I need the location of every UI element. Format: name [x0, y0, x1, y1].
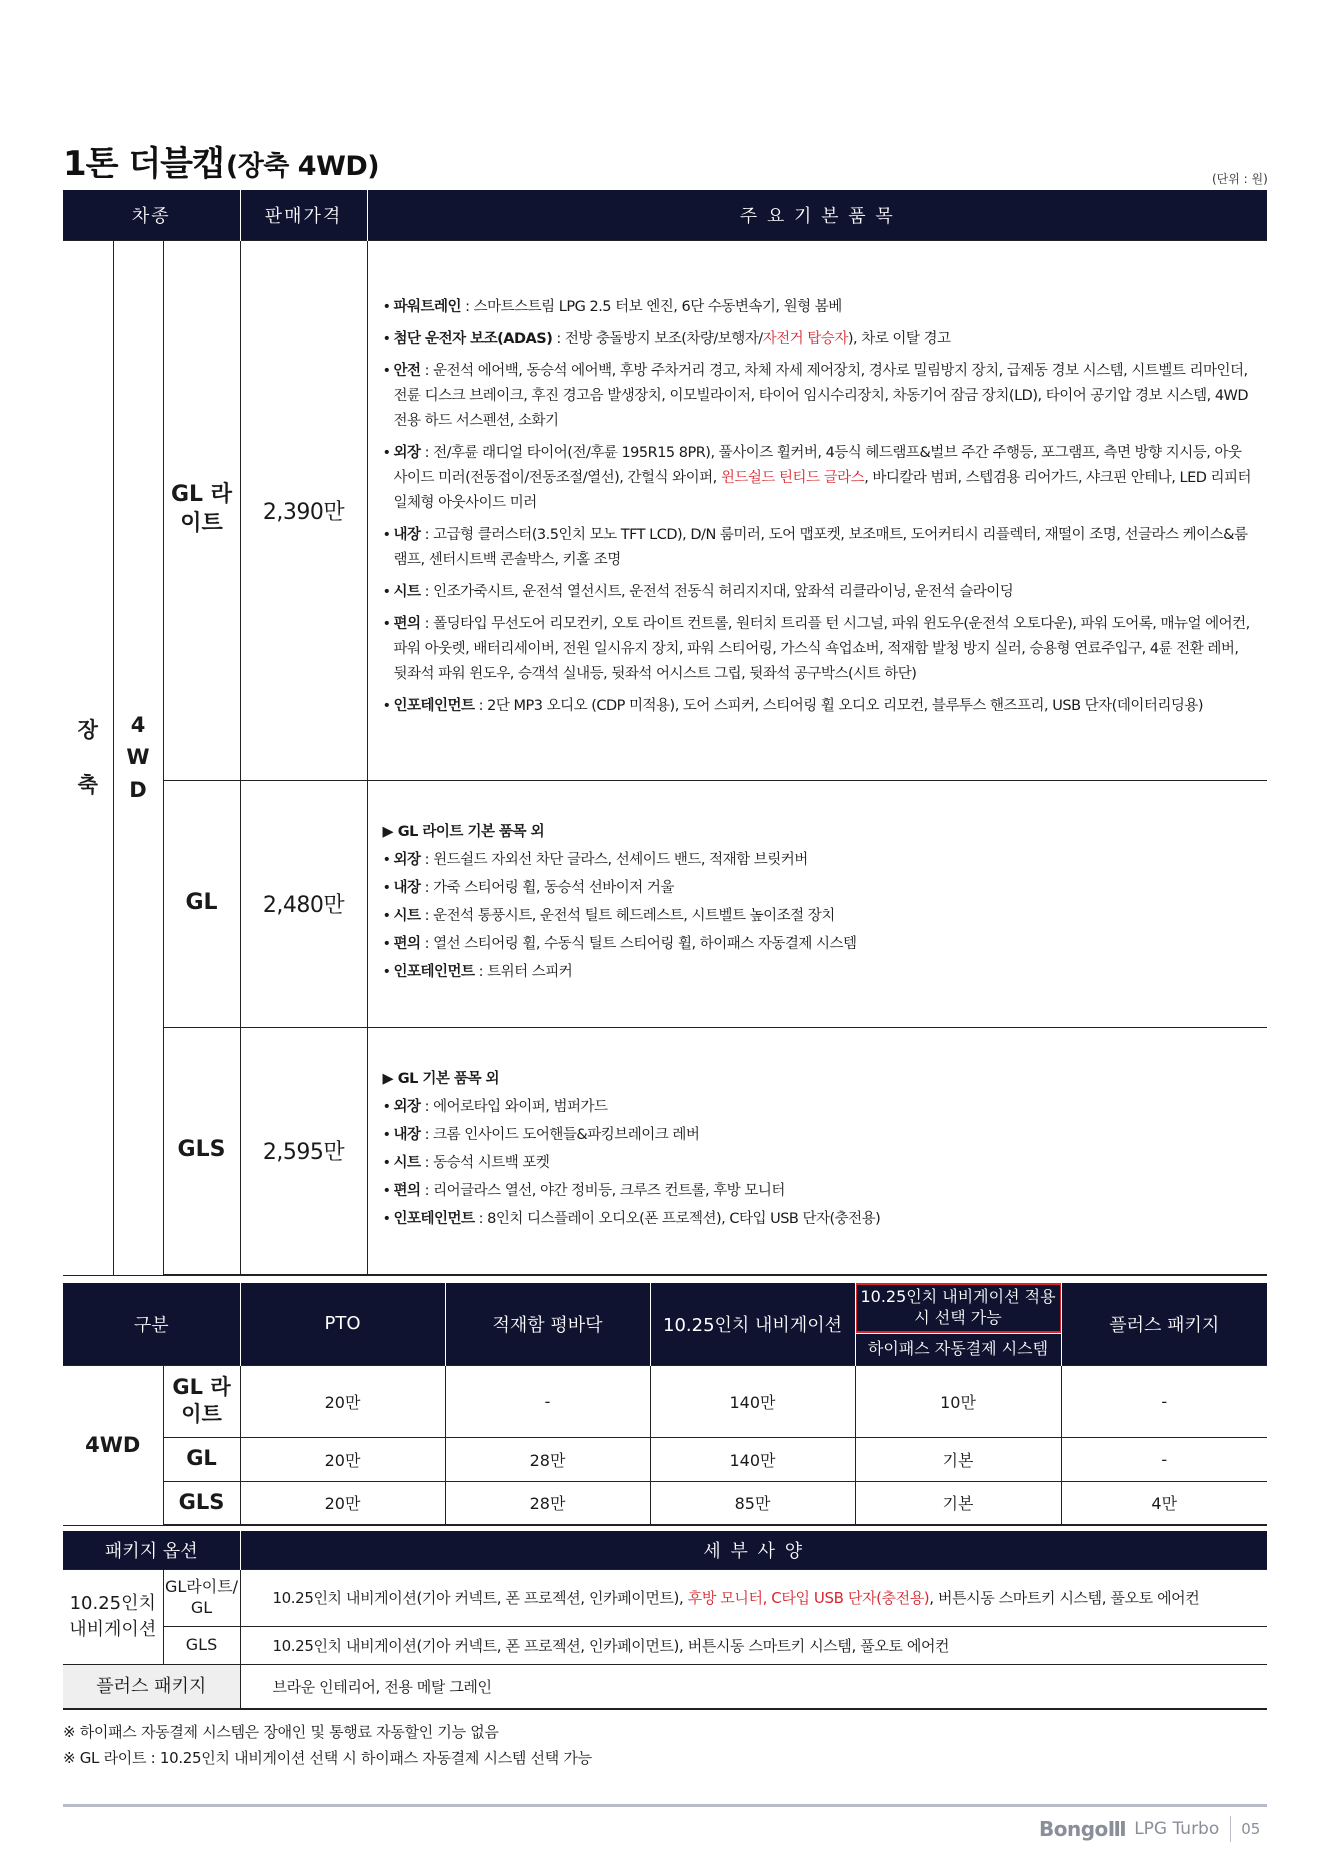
- footnotes: [63, 1719, 592, 1771]
- list-item: • 외장 : 에어로타입 와이퍼, 범퍼가드: [383, 1095, 1254, 1120]
- package-sub-gl: GL라이트/ GL: [163, 1569, 240, 1626]
- table-cell: 20만: [240, 1481, 445, 1525]
- table-cell: 20만: [240, 1437, 445, 1481]
- trim-gl: GL: [163, 780, 240, 1027]
- feature-list: [383, 295, 1254, 719]
- list-item: • 인포테인먼트 : 트위터 스피커: [383, 960, 1254, 985]
- page-number: 05: [1241, 1820, 1261, 1838]
- table-cell: 140만: [650, 1365, 855, 1437]
- footer-separator: [1230, 1816, 1231, 1842]
- table-cell: 28만: [445, 1481, 650, 1525]
- footer-divider: [63, 1804, 1267, 1807]
- option-header-flat-floor: 적재함 평바닥: [445, 1283, 650, 1365]
- page-title-sub: (장축 4WD): [225, 151, 380, 182]
- list-item: • 인포테인먼트 : 8인치 디스플레이 오디오(폰 프로젝션), C타입 USB 단자(충전용): [383, 1207, 1254, 1232]
- option-header-category: 구분: [63, 1283, 240, 1365]
- footer-model: LPG Turbo: [1134, 1819, 1220, 1839]
- header-type: 차종: [63, 190, 240, 240]
- header-features: 주 요 기 본 품 목: [367, 190, 1267, 240]
- price-gls: 2,595만: [240, 1027, 367, 1275]
- list-item: • 시트 : 운전석 통풍시트, 운전석 틸트 헤드레스트, 시트벨트 높이조절 장치: [383, 904, 1254, 929]
- group-label: 장 축: [77, 717, 98, 797]
- list-item: • 안전 : 운전석 에어백, 동승석 에어백, 후방 주차거리 경고, 차체 자세 제어장치, 경사로 밀림방지 장치, 급제동 경보 시스템, 시트벨트 리마인더, 전륜 디스크 브레이크, 후진 경고음 발생장치, 이모빌라이저, 타이어 임시수리장치, 차동기어 잠금 장치(LD), 타이어 공기압 경보 시스템, 4WD 전용 하드 서스펜션, 소화기: [383, 359, 1254, 434]
- option-header-plus: 플러스 패키지: [1061, 1283, 1267, 1365]
- table-cell: 기본: [855, 1481, 1061, 1525]
- unit-label: (단위 : 원): [1212, 172, 1268, 186]
- list-item: • 편의 : 열선 스티어링 휠, 수동식 틸트 스티어링 휠, 하이패스 자동결제 시스템: [383, 932, 1254, 957]
- option-trim-gl: GL: [163, 1437, 240, 1481]
- table-cell: 28만: [445, 1437, 650, 1481]
- footer-brand: BongoⅢ: [1039, 1817, 1127, 1841]
- features-gls-header: ▶ GL 기본 품목 외: [382, 1070, 500, 1087]
- option-trim-gl-lite: GL 라이트: [163, 1365, 240, 1437]
- package-header-detail: 세 부 사 양: [240, 1531, 1267, 1569]
- table-cell: 85만: [650, 1481, 855, 1525]
- package-plus-detail: 브라운 인테리어, 전용 메탈 그레인: [240, 1664, 1267, 1709]
- nav-condition-box: 10.25인치 내비게이션 적용 시 선택 가능: [855, 1283, 1062, 1333]
- drive-cell: [113, 240, 163, 1275]
- list-item: • 외장 : 윈드쉴드 자외선 차단 글라스, 선셰이드 밴드, 적재함 브릿커버: [383, 848, 1254, 873]
- list-item: • 시트 : 동승석 시트백 포켓: [383, 1151, 1254, 1176]
- list-item: • 인포테인먼트 : 2단 MP3 오디오 (CDP 미적용), 도어 스피커, 스티어링 휠 오디오 리모컨, 블루투스 핸즈프리, USB 단자(데이터리딩용): [383, 694, 1254, 719]
- list-item: • 외장 : 전/후륜 래디얼 타이어(전/후륜 195R15 8PR), 풀사이즈 휠커버, 4등식 헤드램프&벌브 주간 주행등, 포그램프, 측면 방향 지시등, 아웃사이드 미러(전동접이/전동조절/열선), 간헐식 와이퍼, 윈드쉴드 틴티드 글라스, 바디칼라 범퍼, 스텝겸용 리어가드, 샤크핀 안테나, LED 리피터 일체형 아웃사이드 미러: [383, 441, 1254, 516]
- list-item: • 내장 : 고급형 클러스터(3.5인치 모노 TFT LCD), D/N 룸미러, 도어 맵포켓, 보조매트, 도어커티시 리플렉터, 재떨이 조명, 선글라스 케이스&룸램프, 센터시트백 콘솔박스, 키홀 조명: [383, 523, 1254, 573]
- features-gls: [367, 1027, 1267, 1275]
- list-item: • 내장 : 크롬 인사이드 도어핸들&파킹브레이크 레버: [383, 1123, 1254, 1148]
- package-header-option: 패키지 옵션: [63, 1531, 240, 1569]
- hipass-label: 하이패스 자동결제 시스템: [856, 1333, 1061, 1362]
- package-detail-gl: 10.25인치 내비게이션(기아 커넥트, 폰 프로젝션, 인카페이먼트), 후방 모니터, C타입 USB 단자(충전용), 버튼시동 스마트키 시스템, 풀오토 에어컨: [240, 1569, 1267, 1626]
- table-cell: -: [445, 1365, 650, 1437]
- option-header-nav: 10.25인치 내비게이션: [650, 1283, 855, 1365]
- table-cell: 4만: [1061, 1481, 1267, 1525]
- spec-table: [63, 190, 1267, 1276]
- trim-gl-lite: GL 라이트: [163, 240, 240, 780]
- footnote: ※ 하이패스 자동결제 시스템은 장애인 및 통행료 자동할인 기능 없음: [63, 1723, 499, 1741]
- option-header-hipass: [855, 1283, 1061, 1365]
- drive-label: 4 W D: [126, 712, 150, 802]
- option-trim-gls: GLS: [163, 1481, 240, 1525]
- package-sub-gls: GLS: [163, 1626, 240, 1664]
- table-cell: -: [1061, 1437, 1267, 1481]
- package-plus-name: 플러스 패키지: [63, 1664, 240, 1709]
- list-item: • 시트 : 인조가죽시트, 운전석 열선시트, 운전석 전동식 허리지지대, 앞좌석 리클라이닝, 운전석 슬라이딩: [383, 580, 1254, 605]
- page-title-main: 1톤 더블캡: [63, 144, 224, 184]
- list-item: • 첨단 운전자 보조(ADAS) : 전방 충돌방지 보조(차량/보행자/자전거 탑승자), 차로 이탈 경고: [383, 327, 1254, 352]
- table-cell: 10만: [855, 1365, 1061, 1437]
- list-item: • 편의 : 폴딩타입 무선도어 리모컨키, 오토 라이트 컨트롤, 원터치 트리플 턴 시그널, 파워 윈도우(운전석 오토다운), 파워 도어록, 매뉴얼 에어컨, 파워 아웃렛, 배터리세이버, 전원 일시유지 장치, 파워 스티어링, 가스식 쇽업쇼버, 적재함 발청 방지 실러, 승용형 연료주입구, 4륜 전환 레버, 뒷좌석 파워 윈도우, 승객석 실내등, 뒷좌석 어시스트 그립, 뒷좌석 공구박스(시트 하단): [383, 612, 1254, 687]
- option-group-4wd: 4WD: [63, 1365, 163, 1525]
- features-gl-lite: [367, 240, 1267, 780]
- list-item: • 편의 : 리어글라스 열선, 야간 정비등, 크루즈 컨트롤, 후방 모니터: [383, 1179, 1254, 1204]
- option-table: [63, 1283, 1267, 1526]
- features-gl: [367, 780, 1267, 1027]
- table-cell: -: [1061, 1365, 1267, 1437]
- table-cell: 20만: [240, 1365, 445, 1437]
- package-table: [63, 1531, 1267, 1710]
- package-detail-gls: 10.25인치 내비게이션(기아 커넥트, 폰 프로젝션, 인카페이먼트), 버튼시동 스마트키 시스템, 풀오토 에어컨: [240, 1626, 1267, 1664]
- list-item: • 파워트레인 : 스마트스트림 LPG 2.5 터보 엔진, 6단 수동변속기, 원형 봄베: [383, 295, 1254, 320]
- group-long-bed: [63, 240, 113, 1275]
- price-gl: 2,480만: [240, 780, 367, 1027]
- feature-list: [383, 848, 1254, 985]
- trim-gls: GLS: [163, 1027, 240, 1275]
- price-gl-lite: 2,390만: [240, 240, 367, 780]
- feature-list: [383, 1095, 1254, 1232]
- footnote: ※ GL 라이트 : 10.25인치 내비게이션 선택 시 하이패스 자동결제 시스템 선택 가능: [63, 1749, 592, 1767]
- header-price: 판매가격: [240, 190, 367, 240]
- option-header-pto: PTO: [240, 1283, 445, 1365]
- footer: [1039, 1815, 1260, 1843]
- table-cell: 140만: [650, 1437, 855, 1481]
- page-title: [63, 136, 380, 184]
- list-item: • 내장 : 가죽 스티어링 휠, 동승석 선바이저 거울: [383, 876, 1254, 901]
- features-gl-header: ▶ GL 라이트 기본 품목 외: [382, 823, 545, 840]
- table-cell: 기본: [855, 1437, 1061, 1481]
- package-nav-name: 10.25인치 내비게이션: [63, 1569, 163, 1664]
